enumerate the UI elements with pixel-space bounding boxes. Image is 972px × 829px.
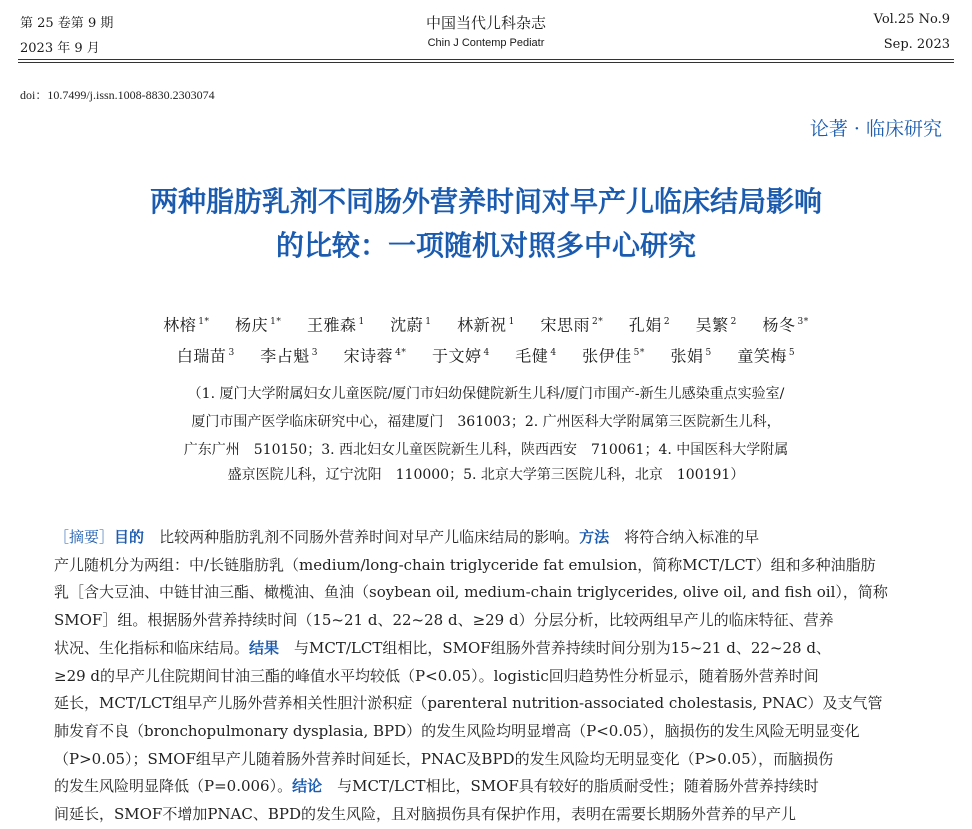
volume-issue-cn: 第 25 卷第 9 期 bbox=[20, 16, 114, 31]
author: 白瑞苗 $^3$ bbox=[176, 346, 235, 366]
article-title-line-1: 两种脂肪乳剂不同肠外营养时间对早产儿临床结局影响 bbox=[149, 185, 822, 218]
author: 孔娟 $^2$ bbox=[628, 315, 671, 335]
affiliation-line: （1. 厦门大学附属妇女儿童医院/厦门市妇幼保健院新生儿科/厦门市围产-新生儿感染重点实验室/ bbox=[187, 386, 785, 402]
author: 张娟 $^5$ bbox=[670, 346, 712, 366]
abstract-line: 乳［含大豆油、中链甘油三酯、橄榄油、鱼油（soybean oil, medium-chain triglycerides, olive oil, and fish oil），简称 bbox=[54, 583, 888, 602]
results-label: 结果 bbox=[249, 638, 280, 657]
author: 杨庆 $^{1*}$ bbox=[235, 315, 282, 335]
objective-label: 目的 bbox=[114, 528, 145, 546]
abstract-line: ≥29 d的早产儿住院期间甘油三酯的峰值水平均较低（P<0.05）。logistic回归趋势性分析显示，随着肠外营养时间 bbox=[54, 666, 819, 685]
author: 宋思雨 $^{2*}$ bbox=[540, 315, 604, 335]
author: 王雅森 $^1$ bbox=[306, 315, 365, 335]
journal-name-cn: 中国当代儿科杂志 bbox=[425, 14, 546, 32]
date-en: Sep. 2023 bbox=[883, 37, 950, 52]
author-list-row-1 bbox=[0, 307, 972, 340]
affiliation-line: 厦门市围产医学临床研究中心，福建厦门 361003；2. 广州医科大学附属第三医院新生儿科， bbox=[191, 414, 781, 430]
abstract-line: 的发生风险明显降低（P=0.006）。结论 与MCT/LCT相比，SMOF具有较好的脂质耐受性；随着肠外营养持续时 bbox=[54, 777, 819, 796]
author: 宋诗蓉 $^{4*}$ bbox=[343, 346, 407, 366]
abstract-line: （P>0.05）；SMOF组早产儿随着肠外营养时间延长，PNAC及BPD的发生风险均无明显变化（P>0.05），而脑损伤 bbox=[54, 749, 834, 768]
date-cn: 2023 年 9 月 bbox=[20, 41, 100, 56]
abstract-line: 状况、生化指标和临床结局。结果 与MCT/LCT组相比，SMOF组肠外营养持续时间分别为15~21 d、22~28 d、 bbox=[54, 638, 831, 657]
author: 林榕 $^{1*}$ bbox=[163, 315, 210, 335]
header-rule-bottom bbox=[18, 62, 954, 63]
author: 吴繁 $^2$ bbox=[695, 315, 737, 335]
article-title-line-2: 的比较：一项随机对照多中心研究 bbox=[275, 229, 696, 262]
abstract-line: 延长，MCT/LCT组早产儿肠外营养相关性胆汁淤积症（parenteral nutrition-associated cholestasis, PNAC）及支气管 bbox=[54, 694, 883, 713]
abstract-line: ［摘要］目的 比较两种脂肪乳剂不同肠外营养时间对早产儿临床结局的影响。方法 将符合纳入标准的早 bbox=[54, 528, 760, 546]
author: 童笑梅 $^5$ bbox=[737, 346, 796, 366]
author: 于文婷 $^4$ bbox=[431, 346, 490, 366]
author: 李占魁 $^3$ bbox=[260, 346, 319, 366]
abstract-line: SMOF］组。根据肠外营养持续时间（15~21 d、22~28 d、≥29 d）分层分析，比较两组早产儿的临床特征、营养 bbox=[54, 611, 834, 630]
header-rule-top bbox=[18, 59, 954, 60]
abstract-line: 产儿随机分为两组：中/长链脂肪乳（medium/long-chain triglyceride fat emulsion，简称MCT/LCT）组和多种油脂肪 bbox=[54, 555, 876, 574]
abstract bbox=[54, 524, 934, 829]
doi[interactable]: doi：10.7499/j.issn.1008-8830.2303074 bbox=[20, 88, 215, 102]
journal-name-en: Chin J Contemp Pediatr bbox=[427, 37, 545, 49]
author: 沈蔚 $^1$ bbox=[390, 315, 432, 335]
author: 张伊佳 $^{5*}$ bbox=[582, 346, 645, 366]
conclusions-label: 结论 bbox=[292, 777, 323, 796]
author: 杨冬 $^{3*}$ bbox=[762, 315, 809, 335]
author-list-row-2 bbox=[0, 338, 972, 371]
volume-issue-en: Vol.25 No.9 bbox=[873, 12, 950, 27]
methods-label: 方法 bbox=[579, 528, 610, 546]
abstract-line: 肺发育不良（bronchopulmonary dysplasia, BPD）的发生风险均明显增高（P<0.05），脑损伤的发生风险无明显变化 bbox=[54, 721, 860, 740]
affiliation-line: 盛京医院儿科，辽宁沈阳 110000；5. 北京大学第三医院儿科，北京 100191） bbox=[227, 467, 745, 483]
abstract-label: 摘要 bbox=[69, 528, 100, 546]
author: 毛健 $^4$ bbox=[515, 346, 557, 366]
author: 林新祝 $^1$ bbox=[457, 315, 515, 335]
affiliation-line: 广东广州 510150；3. 西北妇女儿童医院新生儿科，陕西西安 710061；4. 中国医科大学附属 bbox=[183, 442, 789, 458]
section-label: 论著 · 临床研究 bbox=[809, 118, 942, 140]
abstract-line: 间延长，SMOF不增加PNAC、BPD的发生风险，且对脑损伤具有保护作用，表明在需要长期肠外营养的早产儿 bbox=[54, 805, 797, 824]
